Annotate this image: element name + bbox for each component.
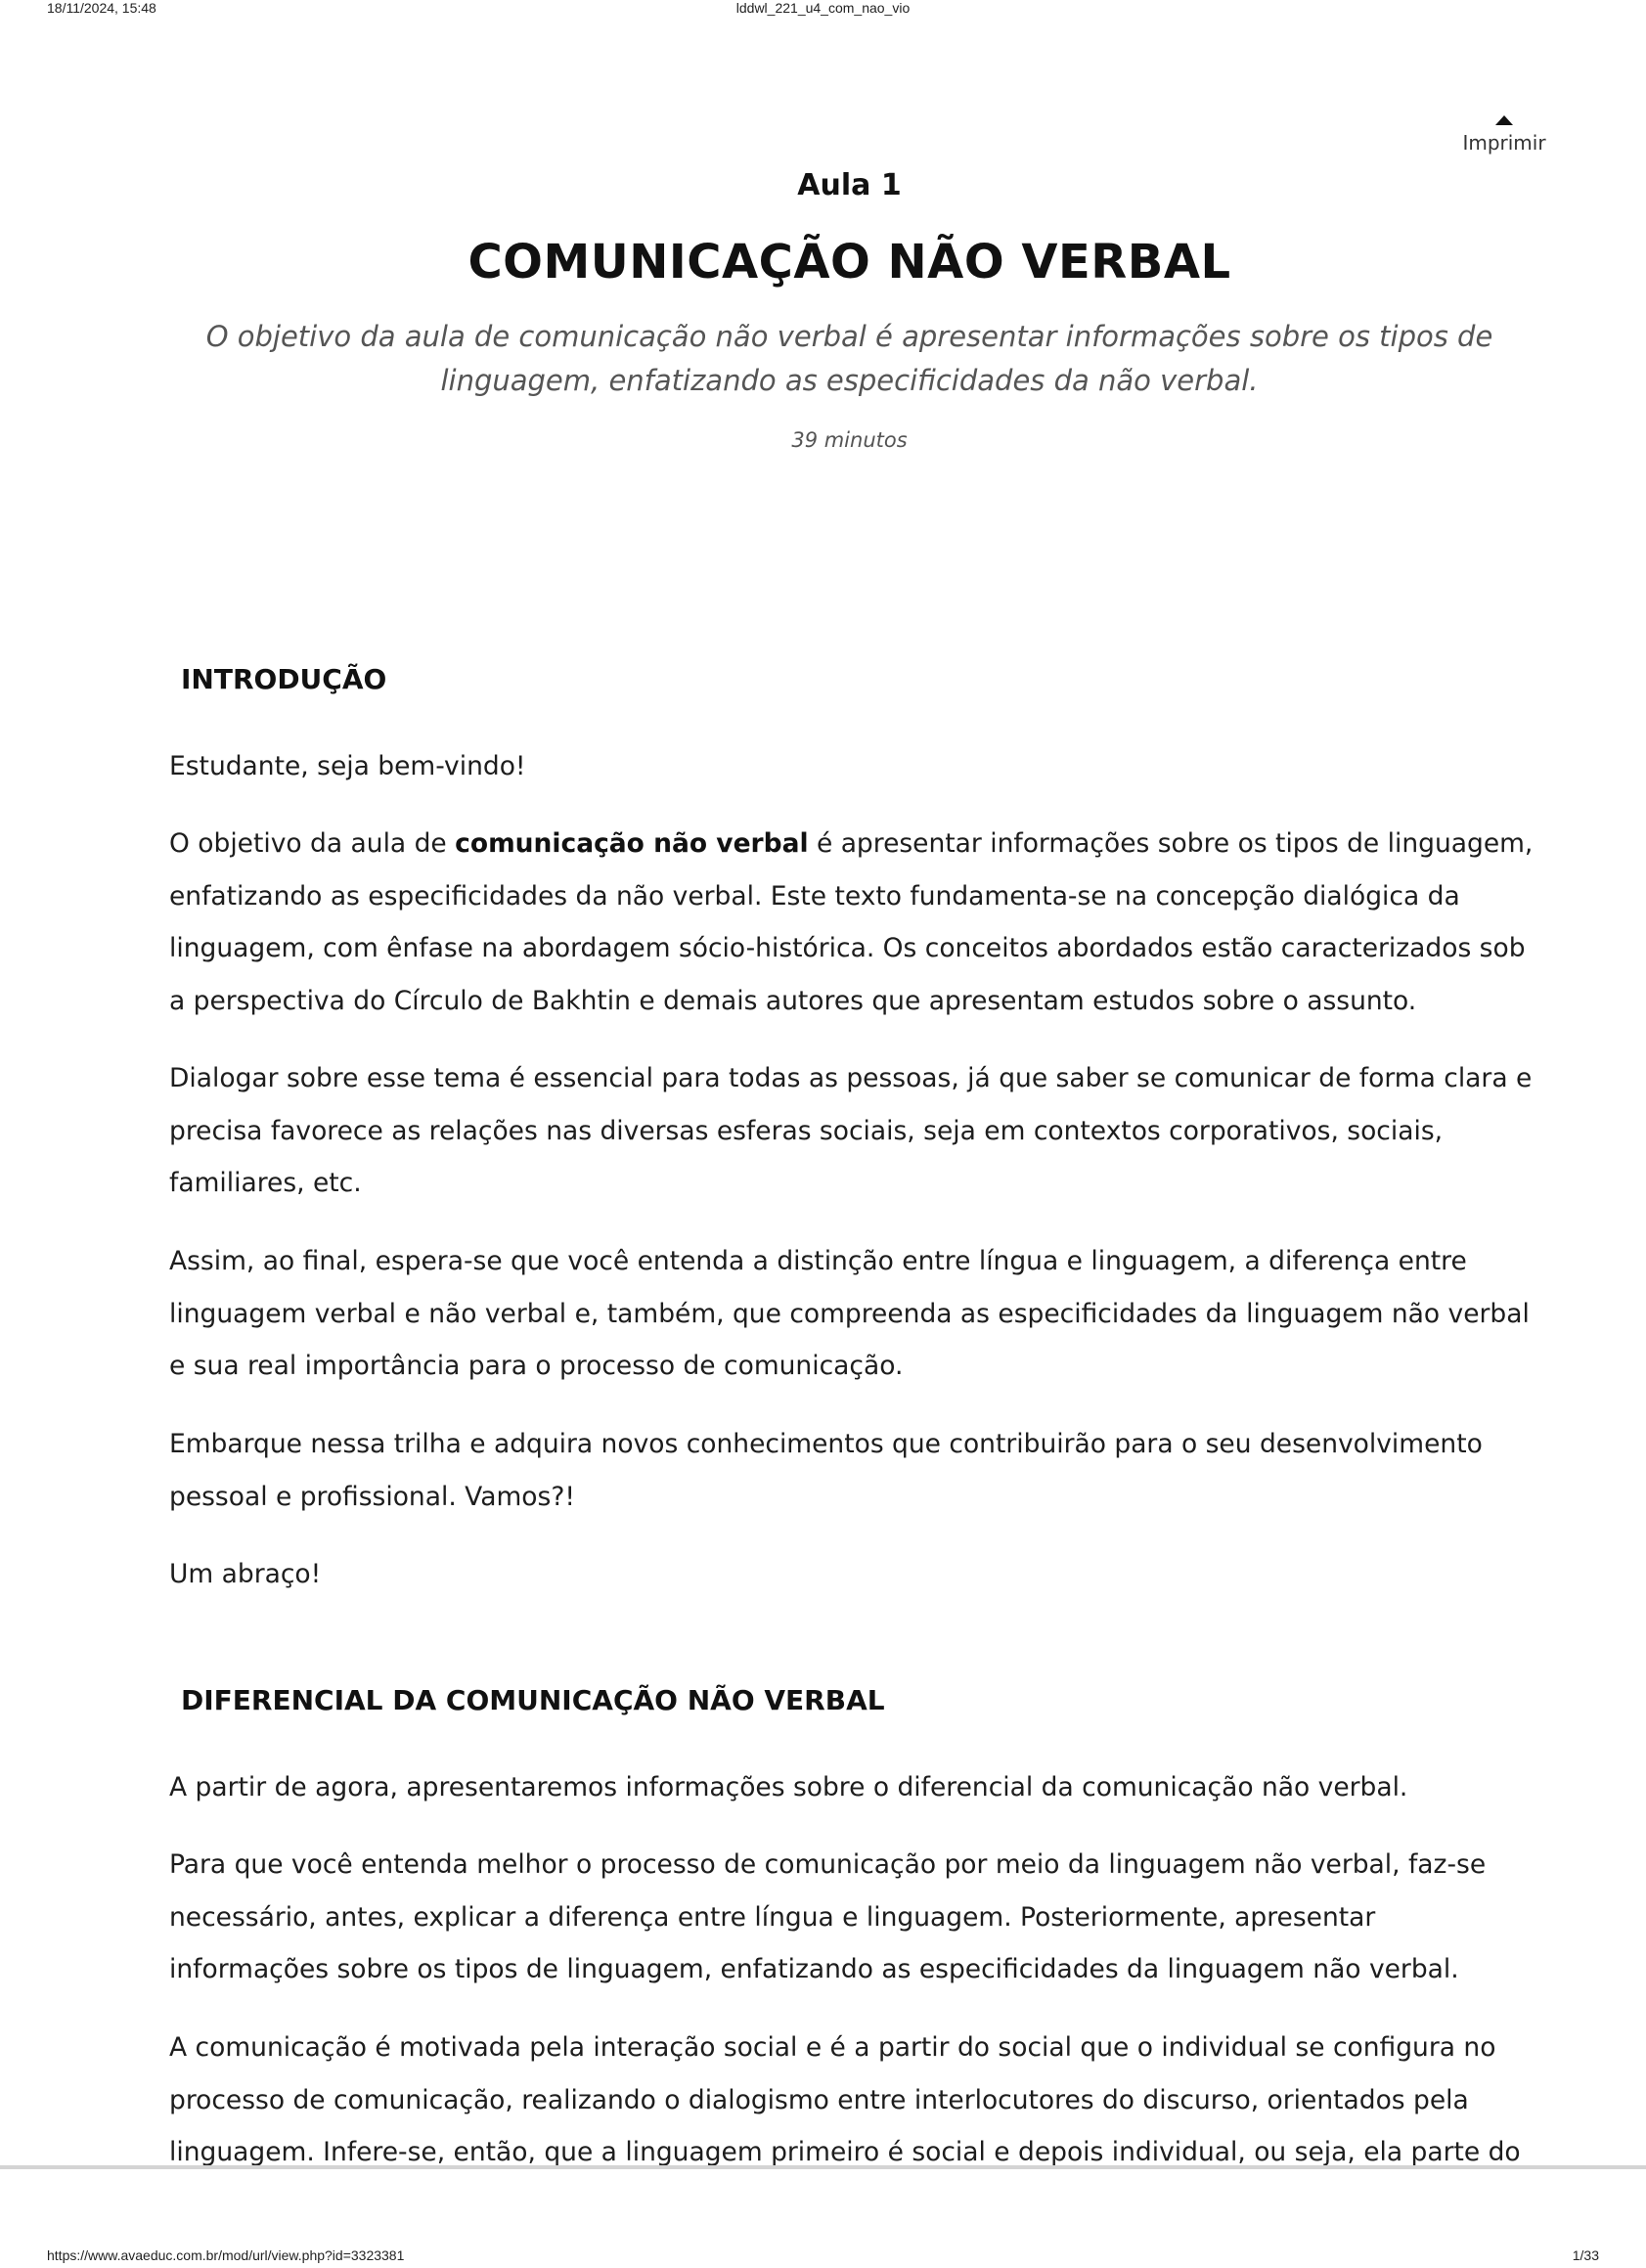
print-footer <box>0 2247 1646 2267</box>
print-page-number: 1/33 <box>1572 2247 1599 2263</box>
intro-paragraph-1: Estudante, seja bem-vindo! <box>169 751 526 781</box>
intro-paragraph-5: Embarque nessa trilha e adquira novos conhecimentos que contribuirão para o seu desenvolvimento pessoal e profissional. Vamos?! <box>169 1429 1483 1512</box>
caret-up-icon <box>1495 115 1513 125</box>
print-url: https://www.avaeduc.com.br/mod/url/view.php?id=3323381 <box>47 2247 405 2263</box>
intro-paragraph-2-bold: comunicação não verbal <box>455 828 809 859</box>
intro-paragraph-6: Um abraço! <box>169 1559 322 1589</box>
intro-paragraph-2-start: O objetivo da aula de <box>169 828 456 859</box>
page-title: COMUNICAÇÃO NÃO VERBAL <box>467 235 1231 289</box>
print-button-label: Imprimir <box>1462 131 1546 155</box>
intro-paragraph-3: Dialogar sobre esse tema é essencial para todas as pessoas, já que saber se comunicar de forma clara e precisa favorece as relações nas diversas esferas sociais, seja em contextos corporativos, sociais, familiares, etc. <box>169 1063 1533 1198</box>
section-heading-diferencial: DIFERENCIAL DA COMUNICAÇÃO NÃO VERBAL <box>181 1684 885 1716</box>
print-document-name: lddwl_221_u4_com_nao_vio <box>735 0 911 16</box>
diferencial-paragraph-3: A comunicação é motivada pela interação social e é a partir do social que o individual se configura no processo de comunicação, realizando o dialogismo entre interlocutores do discurso, orientados pela linguagem. Infere-se, então, que a linguagem primeiro é social e depois individual, ou seja, ela parte do <box>169 2032 1521 2165</box>
diferencial-paragraph-2: Para que você entenda melhor o processo de comunicação por meio da linguagem não verbal, faz-se necessário, antes, explicar a diferença entre língua e linguagem. Posteriormente, apresentar informações sobre os tipos de linguagem, enfatizando as especificidades da linguagem não verbal. <box>169 1849 1487 1984</box>
page-break-rule <box>0 2165 1646 2169</box>
lesson-duration: 39 minutos <box>791 428 908 452</box>
print-button[interactable] <box>1455 115 1553 155</box>
intro-paragraph-2-rest: é apresentar informações sobre os tipos de linguagem, enfatizando as especificidades da não verbal. Este texto fundamenta-se na concepção dialógica da linguagem, com ênfase na abordagem sócio-histórica. Os conceitos abordados estão caracterizados sob a perspectiva do Círculo de Bakhtin e demais autores que apresentam estudos sobre o assunto. <box>169 828 1534 1016</box>
print-datetime: 18/11/2024, 15:48 <box>47 0 156 16</box>
intro-paragraph-4: Assim, ao final, espera-se que você entenda a distinção entre língua e linguagem, a diferença entre linguagem verbal e não verbal e, também, que compreenda as especificidades da linguagem não verbal e sua real importância para o processo de comunicação. <box>169 1246 1530 1381</box>
intro-paragraph-2 <box>169 818 1538 1027</box>
lesson-subtitle: O objetivo da aula de comunicação não verbal é apresentar informações sobre os tipos de linguagem, enfatizando as especificidades da não verbal. <box>205 320 1493 397</box>
lesson-number: Aula 1 <box>797 168 902 202</box>
print-header <box>0 0 1646 18</box>
section-heading-introducao: INTRODUÇÃO <box>181 663 387 695</box>
diferencial-paragraph-1: A partir de agora, apresentaremos informações sobre o diferencial da comunicação não verbal. <box>169 1772 1408 1802</box>
